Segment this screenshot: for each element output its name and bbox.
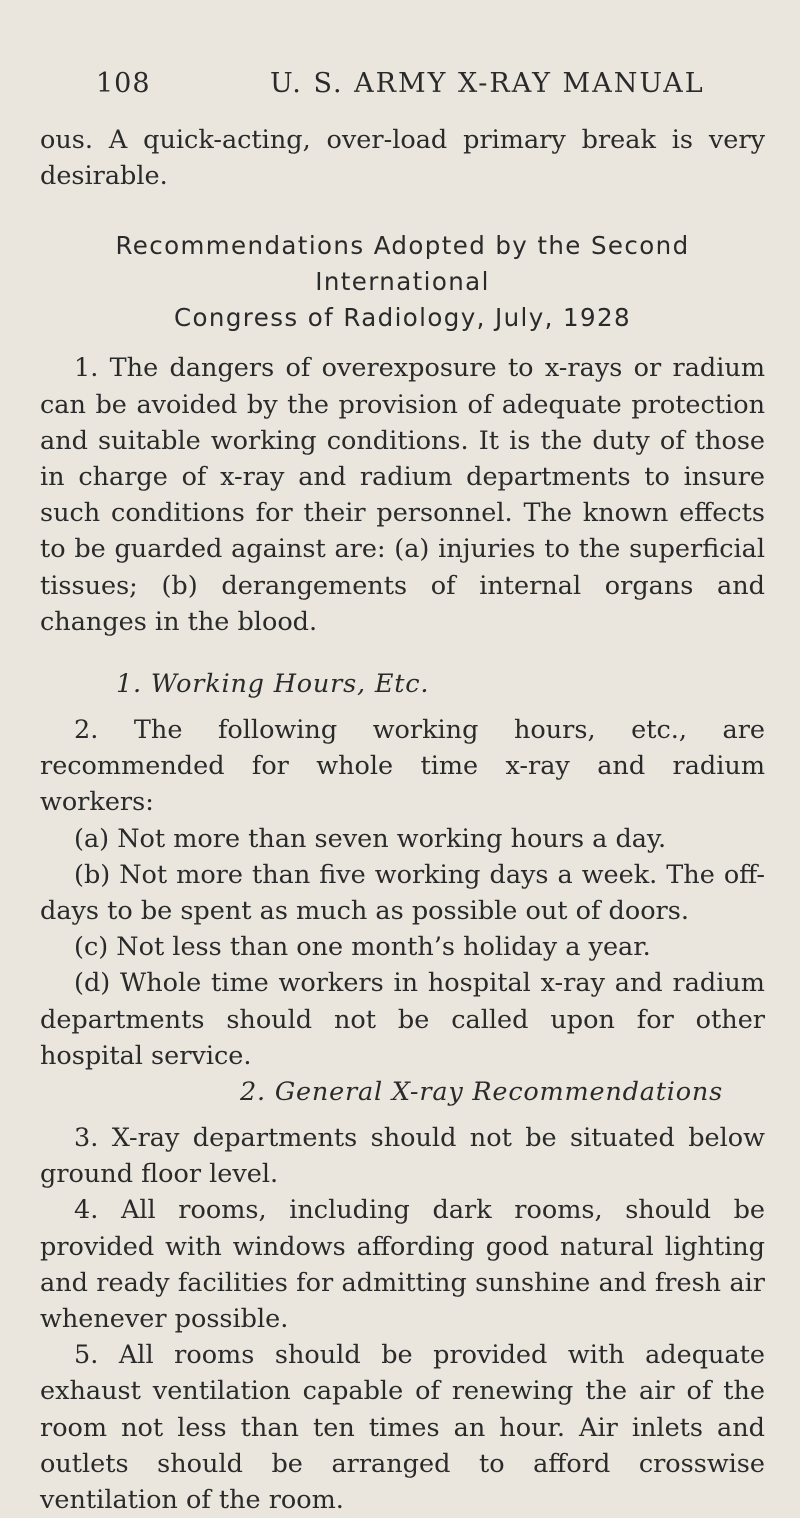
paragraph-4: 4. All rooms, including dark rooms, should be provided with windows affording good natural lighting and ready facilities for admitting sunshine and fresh air whenever possible. — [40, 1195, 765, 1335]
list-item-c: (c) Not less than one month’s holiday a year. — [74, 932, 651, 963]
paragraph-2: 2. The following working hours, etc., are recommended for whole time x-ray and radium workers: — [40, 715, 765, 818]
continued-paragraph: ous. A quick-acting, over-load primary break is very desirable. — [40, 125, 765, 192]
section-heading-line-2: Congress of Radiology, July, 1928 — [174, 303, 631, 333]
running-head — [38, 68, 762, 108]
body-text — [40, 122, 765, 1518]
list-item-d: (d) Whole time workers in hospital x-ray and radium departments should not be called upon for other hospital service. — [40, 968, 765, 1071]
page-number: 108 — [96, 68, 151, 99]
paragraph-1: 1. The dangers of overexposure to x-rays or radium can be avoided by the provision of adequate protection and suitable working conditions. It is the duty of those in charge of x-ray and radium departments to insure such conditions for their personnel. The known effects to be guarded against are: (a) injuries to the superficial tissues; (b) derangements of internal organs and changes in the blood. — [40, 353, 765, 637]
subsection-heading-general-xray: 2. General X-ray Recommendations — [240, 1077, 724, 1108]
paragraph-3: 3. X-ray departments should not be situated below ground floor level. — [40, 1123, 765, 1190]
list-item-b: (b) Not more than five working days a week. The off-days to be spent as much as possible out of doors. — [40, 859, 765, 927]
paragraph-5: 5. All rooms should be provided with adequate exhaust ventilation capable of renewing the air of the room not less than ten times an hour. Air inlets and outlets should be arranged to afford crosswise ventilation of the room. — [40, 1340, 765, 1516]
section-heading-line-1: Recommendations Adopted by the Second International — [115, 231, 690, 297]
list-item-a: (a) Not more than seven working hours a day. — [74, 823, 667, 854]
section-heading — [40, 228, 765, 336]
subsection-heading-working-hours: 1. Working Hours, Etc. — [116, 669, 430, 700]
running-title: U. S. ARMY X-RAY MANUAL — [270, 68, 705, 99]
